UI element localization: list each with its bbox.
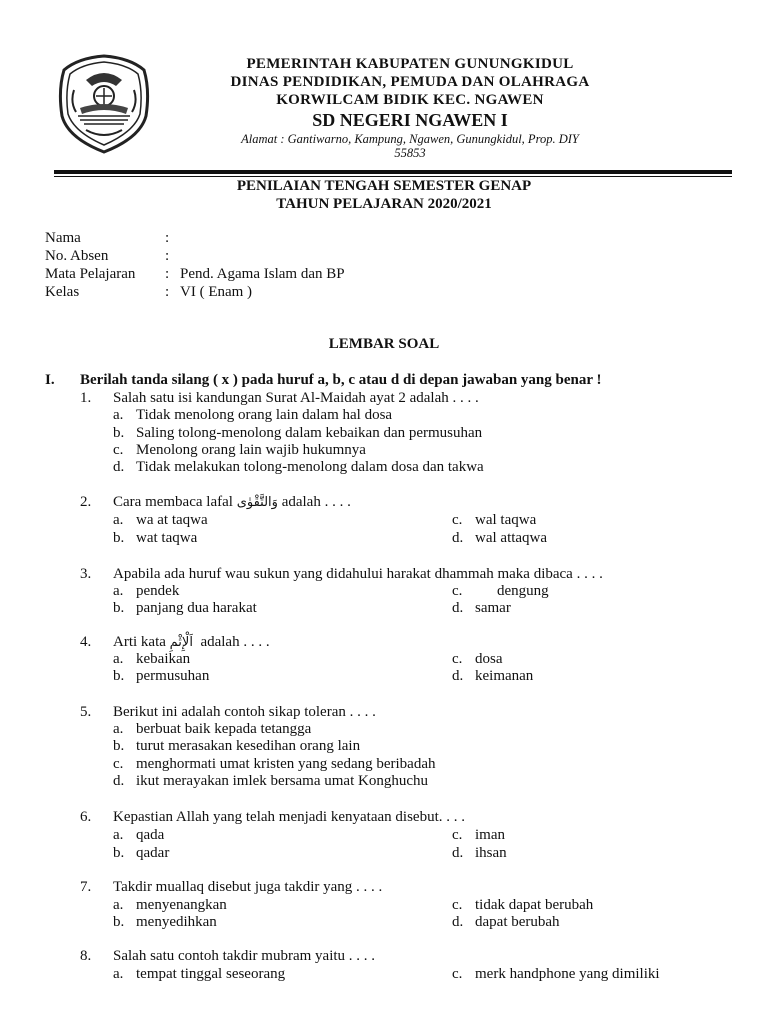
option-key[interactable]: d. [452, 530, 464, 546]
option-key[interactable]: a. [113, 827, 124, 843]
question-text: Cara membaca lafal وَالتَّقْوٰى adalah . . . . [113, 494, 351, 510]
option-text[interactable]: dengung [497, 583, 549, 599]
option-key[interactable]: c. [452, 512, 463, 528]
header-department: DINAS PENDIDIKAN, PEMUDA DAN OLAHRAGA [230, 74, 590, 90]
identity-label-absen: No. Absen [45, 248, 109, 264]
identity-sep: : [165, 266, 170, 282]
option-text[interactable]: iman [475, 827, 505, 843]
option-text[interactable]: turut merasakan kesedihan orang lain [136, 738, 361, 754]
section-instruction: Berilah tanda silang ( x ) pada huruf a, b, c atau d di depan jawaban yang benar ! [80, 372, 602, 388]
option-text[interactable]: merk handphone yang dimiliki [475, 966, 660, 982]
option-key[interactable]: d. [113, 459, 125, 475]
option-key[interactable]: d. [113, 773, 125, 789]
identity-sep: : [165, 230, 170, 246]
option-text[interactable]: wat taqwa [136, 530, 198, 546]
option-key[interactable]: c. [452, 827, 463, 843]
option-key[interactable]: a. [113, 512, 124, 528]
option-text[interactable]: panjang dua harakat [136, 600, 257, 616]
option-key[interactable]: c. [452, 966, 463, 982]
question-number: 8. [80, 948, 92, 964]
option-key[interactable]: a. [113, 966, 124, 982]
question-number: 3. [80, 566, 92, 582]
option-text[interactable]: dosa [475, 651, 503, 667]
identity-value-class: VI ( Enam ) [180, 284, 253, 300]
option-text[interactable]: menghormati umat kristen yang sedang beribadah [136, 756, 436, 772]
exam-year: TAHUN PELAJARAN 2020/2021 [276, 196, 492, 212]
option-key[interactable]: b. [113, 668, 125, 684]
option-text[interactable]: dapat berubah [475, 914, 560, 930]
section-number: I. [45, 372, 55, 388]
question-number: 1. [80, 390, 92, 406]
option-key[interactable]: c. [113, 756, 124, 772]
option-text[interactable]: Tidak menolong orang lain dalam hal dosa [136, 407, 393, 423]
option-key[interactable]: c. [452, 897, 463, 913]
regency-crest-logo [56, 50, 152, 156]
question-text: Salah satu contoh takdir mubram yaitu . . . . [113, 948, 376, 964]
arabic-word: وَالتَّقْوٰى [236, 495, 278, 510]
question-number: 6. [80, 809, 92, 825]
option-text[interactable]: menyedihkan [136, 914, 217, 930]
question-text: Salah satu isi kandungan Surat Al-Maidah ayat 2 adalah . . . . [113, 390, 479, 406]
option-key[interactable]: b. [113, 600, 125, 616]
option-text[interactable]: berbuat baik kepada tetangga [136, 721, 312, 737]
option-text[interactable]: tidak dapat berubah [475, 897, 594, 913]
option-text[interactable]: ihsan [475, 845, 507, 861]
header-postal-code: 55853 [394, 146, 426, 160]
identity-sep: : [165, 284, 170, 300]
option-key[interactable]: d. [452, 845, 464, 861]
option-key[interactable]: a. [113, 721, 124, 737]
option-text[interactable]: menyenangkan [136, 897, 227, 913]
question-number: 2. [80, 494, 92, 510]
exam-title: PENILAIAN TENGAH SEMESTER GENAP [236, 178, 532, 194]
header-school-name: SD NEGERI NGAWEN I [312, 110, 508, 130]
option-text[interactable]: qadar [136, 845, 170, 861]
sheet-title: LEMBAR SOAL [328, 336, 440, 352]
question-number: 5. [80, 704, 92, 720]
question-number: 4. [80, 634, 92, 650]
option-text[interactable]: Tidak melakukan tolong-menolong dalam dosa dan takwa [136, 459, 484, 475]
header-korwilcam: KORWILCAM BIDIK KEC. NGAWEN [276, 92, 544, 108]
option-key[interactable]: b. [113, 845, 125, 861]
question-text: Apabila ada huruf wau sukun yang didahului harakat dhammah maka dibaca . . . . [113, 566, 603, 582]
identity-label-subject: Mata Pelajaran [45, 266, 136, 282]
option-key[interactable]: b. [113, 914, 125, 930]
option-key[interactable]: b. [113, 738, 125, 754]
option-text[interactable]: Menolong orang lain wajib hukumnya [136, 442, 366, 458]
option-text[interactable]: wal taqwa [475, 512, 537, 528]
option-text[interactable]: keimanan [475, 668, 534, 684]
option-text[interactable]: wal attaqwa [475, 530, 548, 546]
option-key[interactable]: d. [452, 668, 464, 684]
identity-sep: : [165, 248, 170, 264]
option-key[interactable]: a. [113, 651, 124, 667]
option-key[interactable]: b. [113, 530, 125, 546]
header-divider-thin [54, 176, 732, 177]
option-key[interactable]: a. [113, 407, 124, 423]
question-text: Takdir muallaq disebut juga takdir yang . . . . [113, 879, 383, 895]
question-text: Berikut ini adalah contoh sikap toleran . . . . [113, 704, 376, 720]
option-key[interactable]: d. [452, 600, 464, 616]
header-address: Alamat : Gantiwarno, Kampung, Ngawen, Gunungkidul, Prop. DIY [241, 132, 579, 146]
question-text: Arti kata اَلْإِثْمِ adalah . . . . [113, 634, 270, 650]
arabic-word: اَلْإِثْمِ [169, 635, 193, 650]
option-key[interactable]: c. [452, 583, 463, 599]
option-key[interactable]: c. [452, 651, 463, 667]
option-text[interactable]: tempat tinggal seseorang [136, 966, 286, 982]
option-text[interactable]: ikut merayakan imlek bersama umat Konghuchu [136, 773, 428, 789]
question-text: Kepastian Allah yang telah menjadi kenyataan disebut. . . . [113, 809, 465, 825]
identity-value-subject: Pend. Agama Islam dan BP [180, 266, 345, 282]
identity-label-class: Kelas [45, 284, 80, 300]
option-text[interactable]: Saling tolong-menolong dalam kebaikan dan permusuhan [136, 425, 483, 441]
identity-label-name: Nama [45, 230, 81, 246]
option-key[interactable]: b. [113, 425, 125, 441]
header-government: PEMERINTAH KABUPATEN GUNUNGKIDUL [246, 56, 574, 72]
option-key[interactable]: d. [452, 914, 464, 930]
option-key[interactable]: c. [113, 442, 124, 458]
header-divider-thick [54, 170, 732, 174]
option-text[interactable]: qada [136, 827, 165, 843]
option-text[interactable]: kebaikan [136, 651, 191, 667]
question-number: 7. [80, 879, 92, 895]
option-text[interactable]: pendek [136, 583, 180, 599]
option-key[interactable]: a. [113, 897, 124, 913]
option-text[interactable]: samar [475, 600, 511, 616]
option-key[interactable]: a. [113, 583, 124, 599]
option-text[interactable]: permusuhan [136, 668, 210, 684]
option-text[interactable]: wa at taqwa [136, 512, 208, 528]
